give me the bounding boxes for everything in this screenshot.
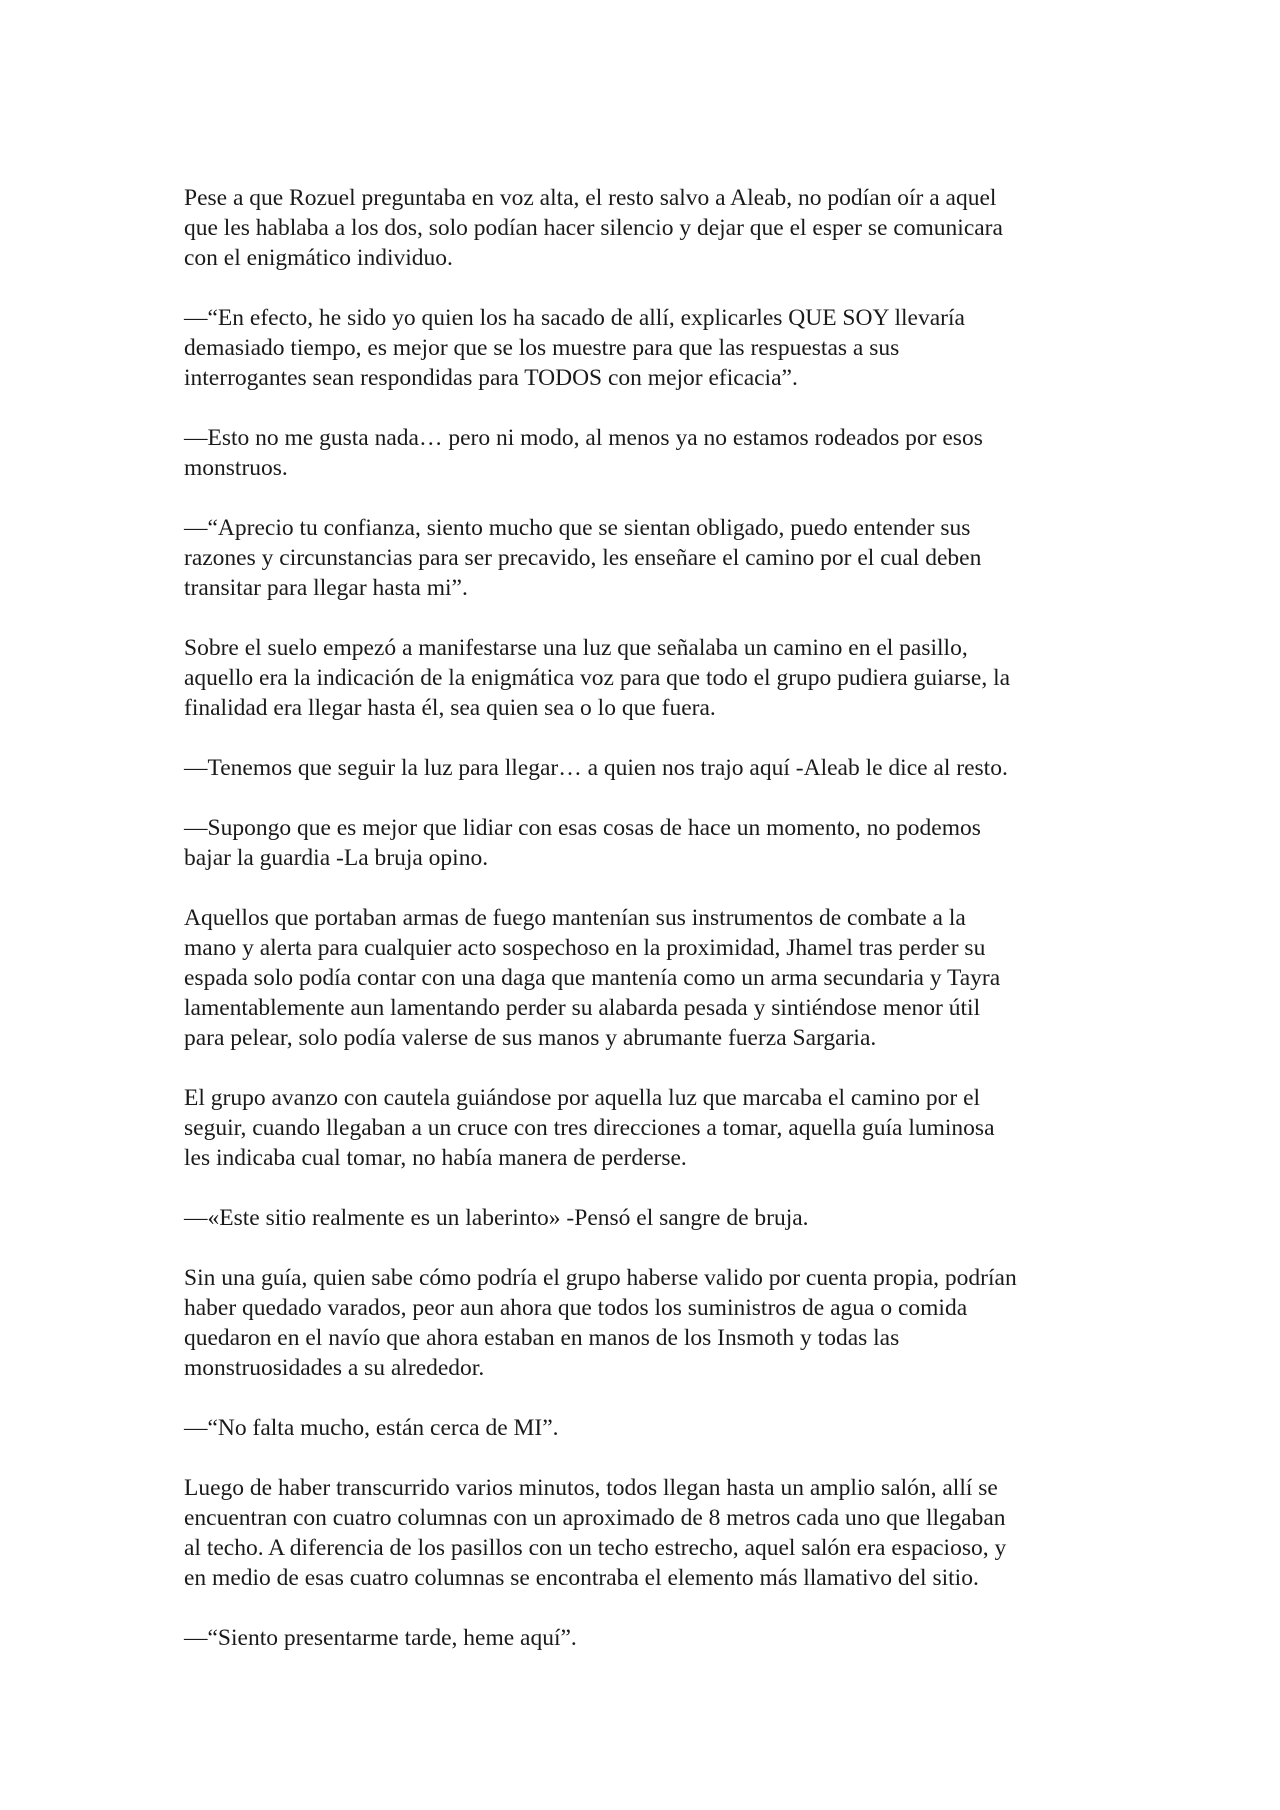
paragraph: Luego de haber transcurrido varios minutos, todos llegan hasta un amplio salón, allí se encuentran con cuatro columnas con un aproximado de 8 metros cada uno que llegaban al techo. A diferencia de los pasillos con un techo estrecho, aquel salón era espacioso, y en medio de esas cuatro columnas se encontraba el elemento más llamativo del sitio. xyxy=(184,1475,1007,1591)
paragraph: —«Este sitio realmente es un laberinto» -Pensó el sangre de bruja. xyxy=(184,1205,809,1231)
paragraph: Aquellos que portaban armas de fuego mantenían sus instrumentos de combate a la mano y alerta para cualquier acto sospechoso en la proximidad, Jhamel tras perder su espada solo podía contar con una daga que mantenía como un arma secundaria y Tayra lamentablemente aun lamentando perder su alabarda pesada y sintiéndose menor útil para pelear, solo podía valerse de sus manos y abrumante fuerza Sargaria. xyxy=(184,905,1001,1051)
paragraph: El grupo avanzo con cautela guiándose por aquella luz que marcaba el camino por el seguir, cuando llegaban a un cruce con tres direcciones a tomar, aquella guía luminosa les indicaba cual tomar, no había manera de perderse. xyxy=(184,1085,995,1171)
paragraph: —“Aprecio tu confianza, siento mucho que se sientan obligado, puedo entender sus razones y circunstancias para ser precavido, les enseñare el camino por el cual deben transitar para llegar hasta mi”. xyxy=(184,515,982,601)
paragraph: Sin una guía, quien sabe cómo podría el grupo haberse valido por cuenta propia, podrían haber quedado varados, peor aun ahora que todos los suministros de agua o comida quedaron en el navío que ahora estaban en manos de los Insmoth y todas las monstruosidades a su alrededor. xyxy=(184,1265,1017,1381)
body-text xyxy=(184,183,1114,1683)
paragraph: —“En efecto, he sido yo quien los ha sacado de allí, explicarles QUE SOY llevaría demasiado tiempo, es mejor que se los muestre para que las respuestas a sus interrogantes sean respondidas para TODOS con mejor eficacia”. xyxy=(184,305,965,391)
paragraph: —Tenemos que seguir la luz para llegar… a quien nos trajo aquí -Aleab le dice al resto. xyxy=(184,755,1008,781)
paragraph: Sobre el suelo empezó a manifestarse una luz que señalaba un camino en el pasillo, aquello era la indicación de la enigmática voz para que todo el grupo pudiera guiarse, la finalidad era llegar hasta él, sea quien sea o lo que fuera. xyxy=(184,635,1011,721)
paragraph: —Esto no me gusta nada… pero ni modo, al menos ya no estamos rodeados por esos monstruos. xyxy=(184,425,983,481)
paragraph: —Supongo que es mejor que lidiar con esas cosas de hace un momento, no podemos bajar la guardia -La bruja opino. xyxy=(184,815,981,871)
paragraph: —“No falta mucho, están cerca de MI”. xyxy=(184,1415,559,1441)
paragraph: Pese a que Rozuel preguntaba en voz alta, el resto salvo a Aleab, no podían oír a aquel que les hablaba a los dos, solo podían hacer silencio y dejar que el esper se comunicara con el enigmático individuo. xyxy=(184,185,1003,271)
paragraph: —“Siento presentarme tarde, heme aquí”. xyxy=(184,1625,577,1651)
